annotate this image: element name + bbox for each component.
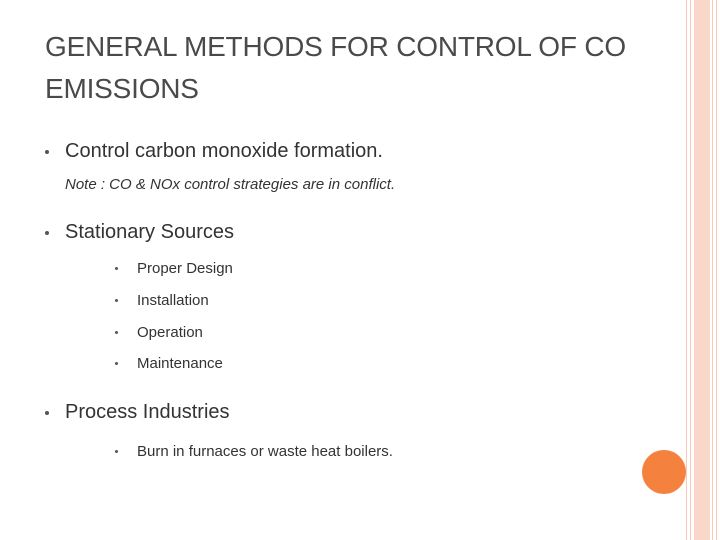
decorative-stripe [694,0,710,540]
sub-bullet-item [115,324,203,341]
bullet-icon [115,331,118,334]
bullet-text: Stationary Sources [65,221,234,243]
decorative-stripe [716,0,717,540]
bullet-item [45,401,230,424]
decorative-stripe [690,0,691,540]
bullet-text: Process Industries [65,401,230,423]
sub-bullet-text: Installation [137,292,209,309]
sub-bullet-text: Burn in furnaces or waste heat boilers. [137,443,393,460]
sub-bullet-text: Operation [137,324,203,341]
sub-bullet-item [115,355,223,372]
bullet-icon [115,267,118,270]
bullet-icon [45,150,49,154]
sub-bullet-item [115,292,209,309]
bullet-icon [115,299,118,302]
bullet-icon [45,411,49,415]
bullet-text: Control carbon monoxide formation. [65,140,383,162]
slide-title-line: EMISSIONS [45,73,199,104]
bullet-icon [45,231,49,235]
bullet-item [45,140,383,163]
bullet-item [45,221,234,244]
bullet-icon [115,362,118,365]
sub-bullet-item [115,443,393,460]
accent-circle [642,450,686,494]
note-text: Note : CO & NOx control strategies are in conflict. [65,176,396,193]
decorative-stripe [712,0,713,540]
slide-title [45,26,675,110]
sub-bullet-text: Maintenance [137,355,223,372]
bullet-icon [115,450,118,453]
slide-title-line: GENERAL METHODS FOR CONTROL OF CO [45,31,626,62]
sub-bullet-item [115,260,233,277]
sub-bullet-text: Proper Design [137,260,233,277]
decorative-stripe [686,0,687,540]
